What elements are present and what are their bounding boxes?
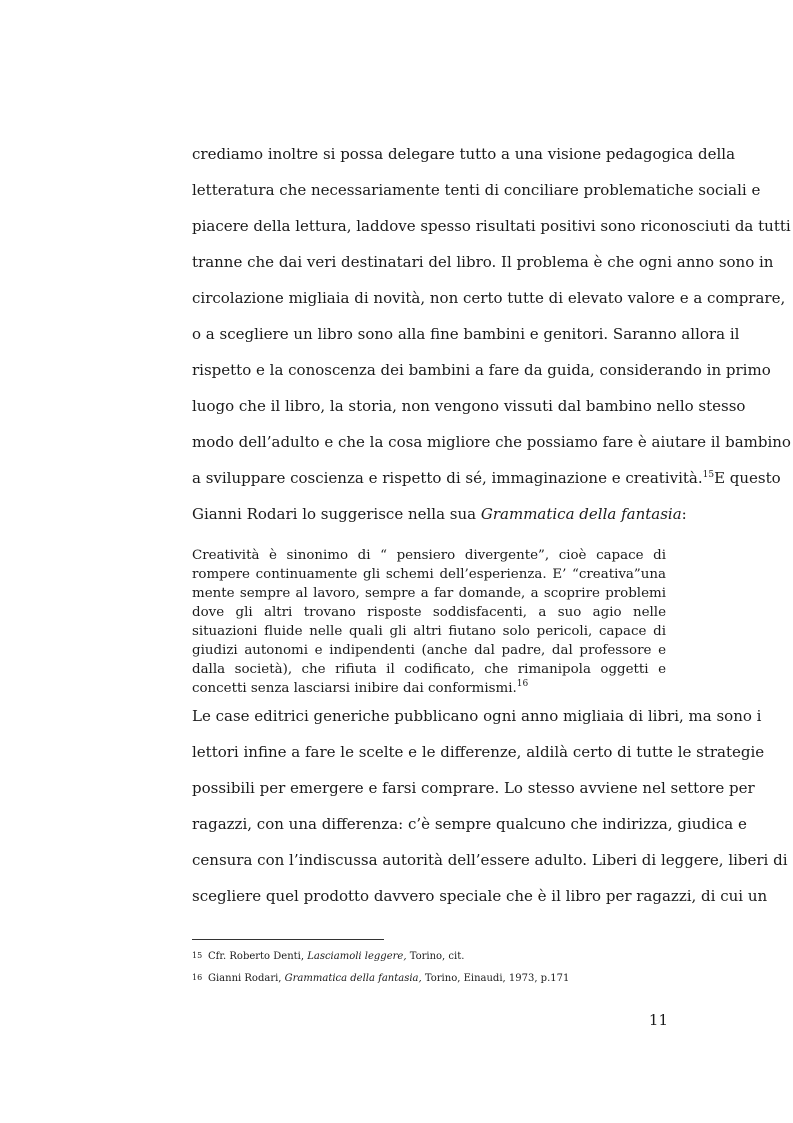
body-line: piacere della lettura, laddove spesso risultati positivi sono riconosciuti da tutti [192,217,791,235]
footnote-reference[interactable]: 15 [702,470,715,480]
body-line: tranne che dai veri destinatari del libro. Il problema è che ogni anno sono in [192,253,774,271]
body-line: crediamo inoltre si possa delegare tutto a una visione pedagogica della [192,145,736,163]
footnote-text: Gianni Rodari, [208,973,285,984]
footnote-separator [192,939,384,940]
footnote-reference[interactable]: 16 [516,679,529,689]
block-quote [192,546,666,698]
body-text: : [681,505,687,523]
body-line: letteratura che necessariamente tenti di conciliare problematiche sociali e [192,181,761,199]
page-number: 11 [648,1011,668,1029]
body-line [192,504,687,524]
body-line: possibili per emergere e farsi comprare. Lo stesso avviene nel settore per [192,779,755,797]
footnote-number: 15 [192,951,203,960]
body-line: o a scegliere un libro sono alla fine bambini e genitori. Saranno allora il [192,325,740,343]
body-line [192,468,781,488]
body-line: ragazzi, con una differenza: c’è sempre qualcuno che indirizza, giudica e [192,815,747,833]
footnote-text: Torino, cit. [406,951,465,962]
book-title: Grammatica della fantasia [480,505,682,523]
footnote [192,949,464,964]
footnote-text: Cfr. Roberto Denti, [208,951,308,962]
footnote-text: Torino, Einaudi, 1973, p.171 [421,973,570,984]
body-line: circolazione migliaia di novità, non certo tutte di elevato valore e a comprare, [192,289,786,307]
body-line: scegliere quel prodotto davvero speciale che è il libro per ragazzi, di cui un [192,887,768,905]
body-text: a sviluppare coscienza e rispetto di sé, immaginazione e creatività. [192,469,703,487]
body-text: E questo [714,469,781,487]
body-text: Gianni Rodari lo suggerisce nella sua [192,505,481,523]
body-line: modo dell’adulto e che la cosa migliore che possiamo fare è aiutare il bambino [192,433,791,451]
body-line: censura con l’indiscussa autorità dell’essere adulto. Liberi di leggere, liberi di [192,851,788,869]
quote-text: Creatività è sinonimo di “ pensiero divergente”, cioè capace di rompere continuamente gli schemi dell’esperienza. E’ “creativa”una mente sempre al lavoro, sempre a far domande, a scoprire problemi dove gli altri trovano risposte soddisfacenti, a suo agio nelle situazioni fluide nelle quali gli altri fiutano solo pericoli, capace di giudizi autonomi e indipendenti (anche dal padre, dal professore e dalla società), che rifiuta il codificato, che rimanipola oggetti e concetti senza lasciarsi inibire dai conformismi. [192,548,666,696]
body-line: luogo che il libro, la storia, non vengono vissuti dal bambino nello stesso [192,397,746,415]
body-line: rispetto e la conoscenza dei bambini a fare da guida, considerando in primo [192,361,771,379]
body-line: Le case editrici generiche pubblicano ogni anno migliaia di libri, ma sono i [192,707,762,725]
footnote-title: Grammatica della fantasia, [284,973,422,984]
body-line: lettori infine a fare le scelte e le differenze, aldilà certo di tutte le strategie [192,743,765,761]
footnote [192,971,569,986]
footnote-title: Lasciamoli leggere, [307,951,407,962]
footnote-number: 16 [192,973,203,982]
